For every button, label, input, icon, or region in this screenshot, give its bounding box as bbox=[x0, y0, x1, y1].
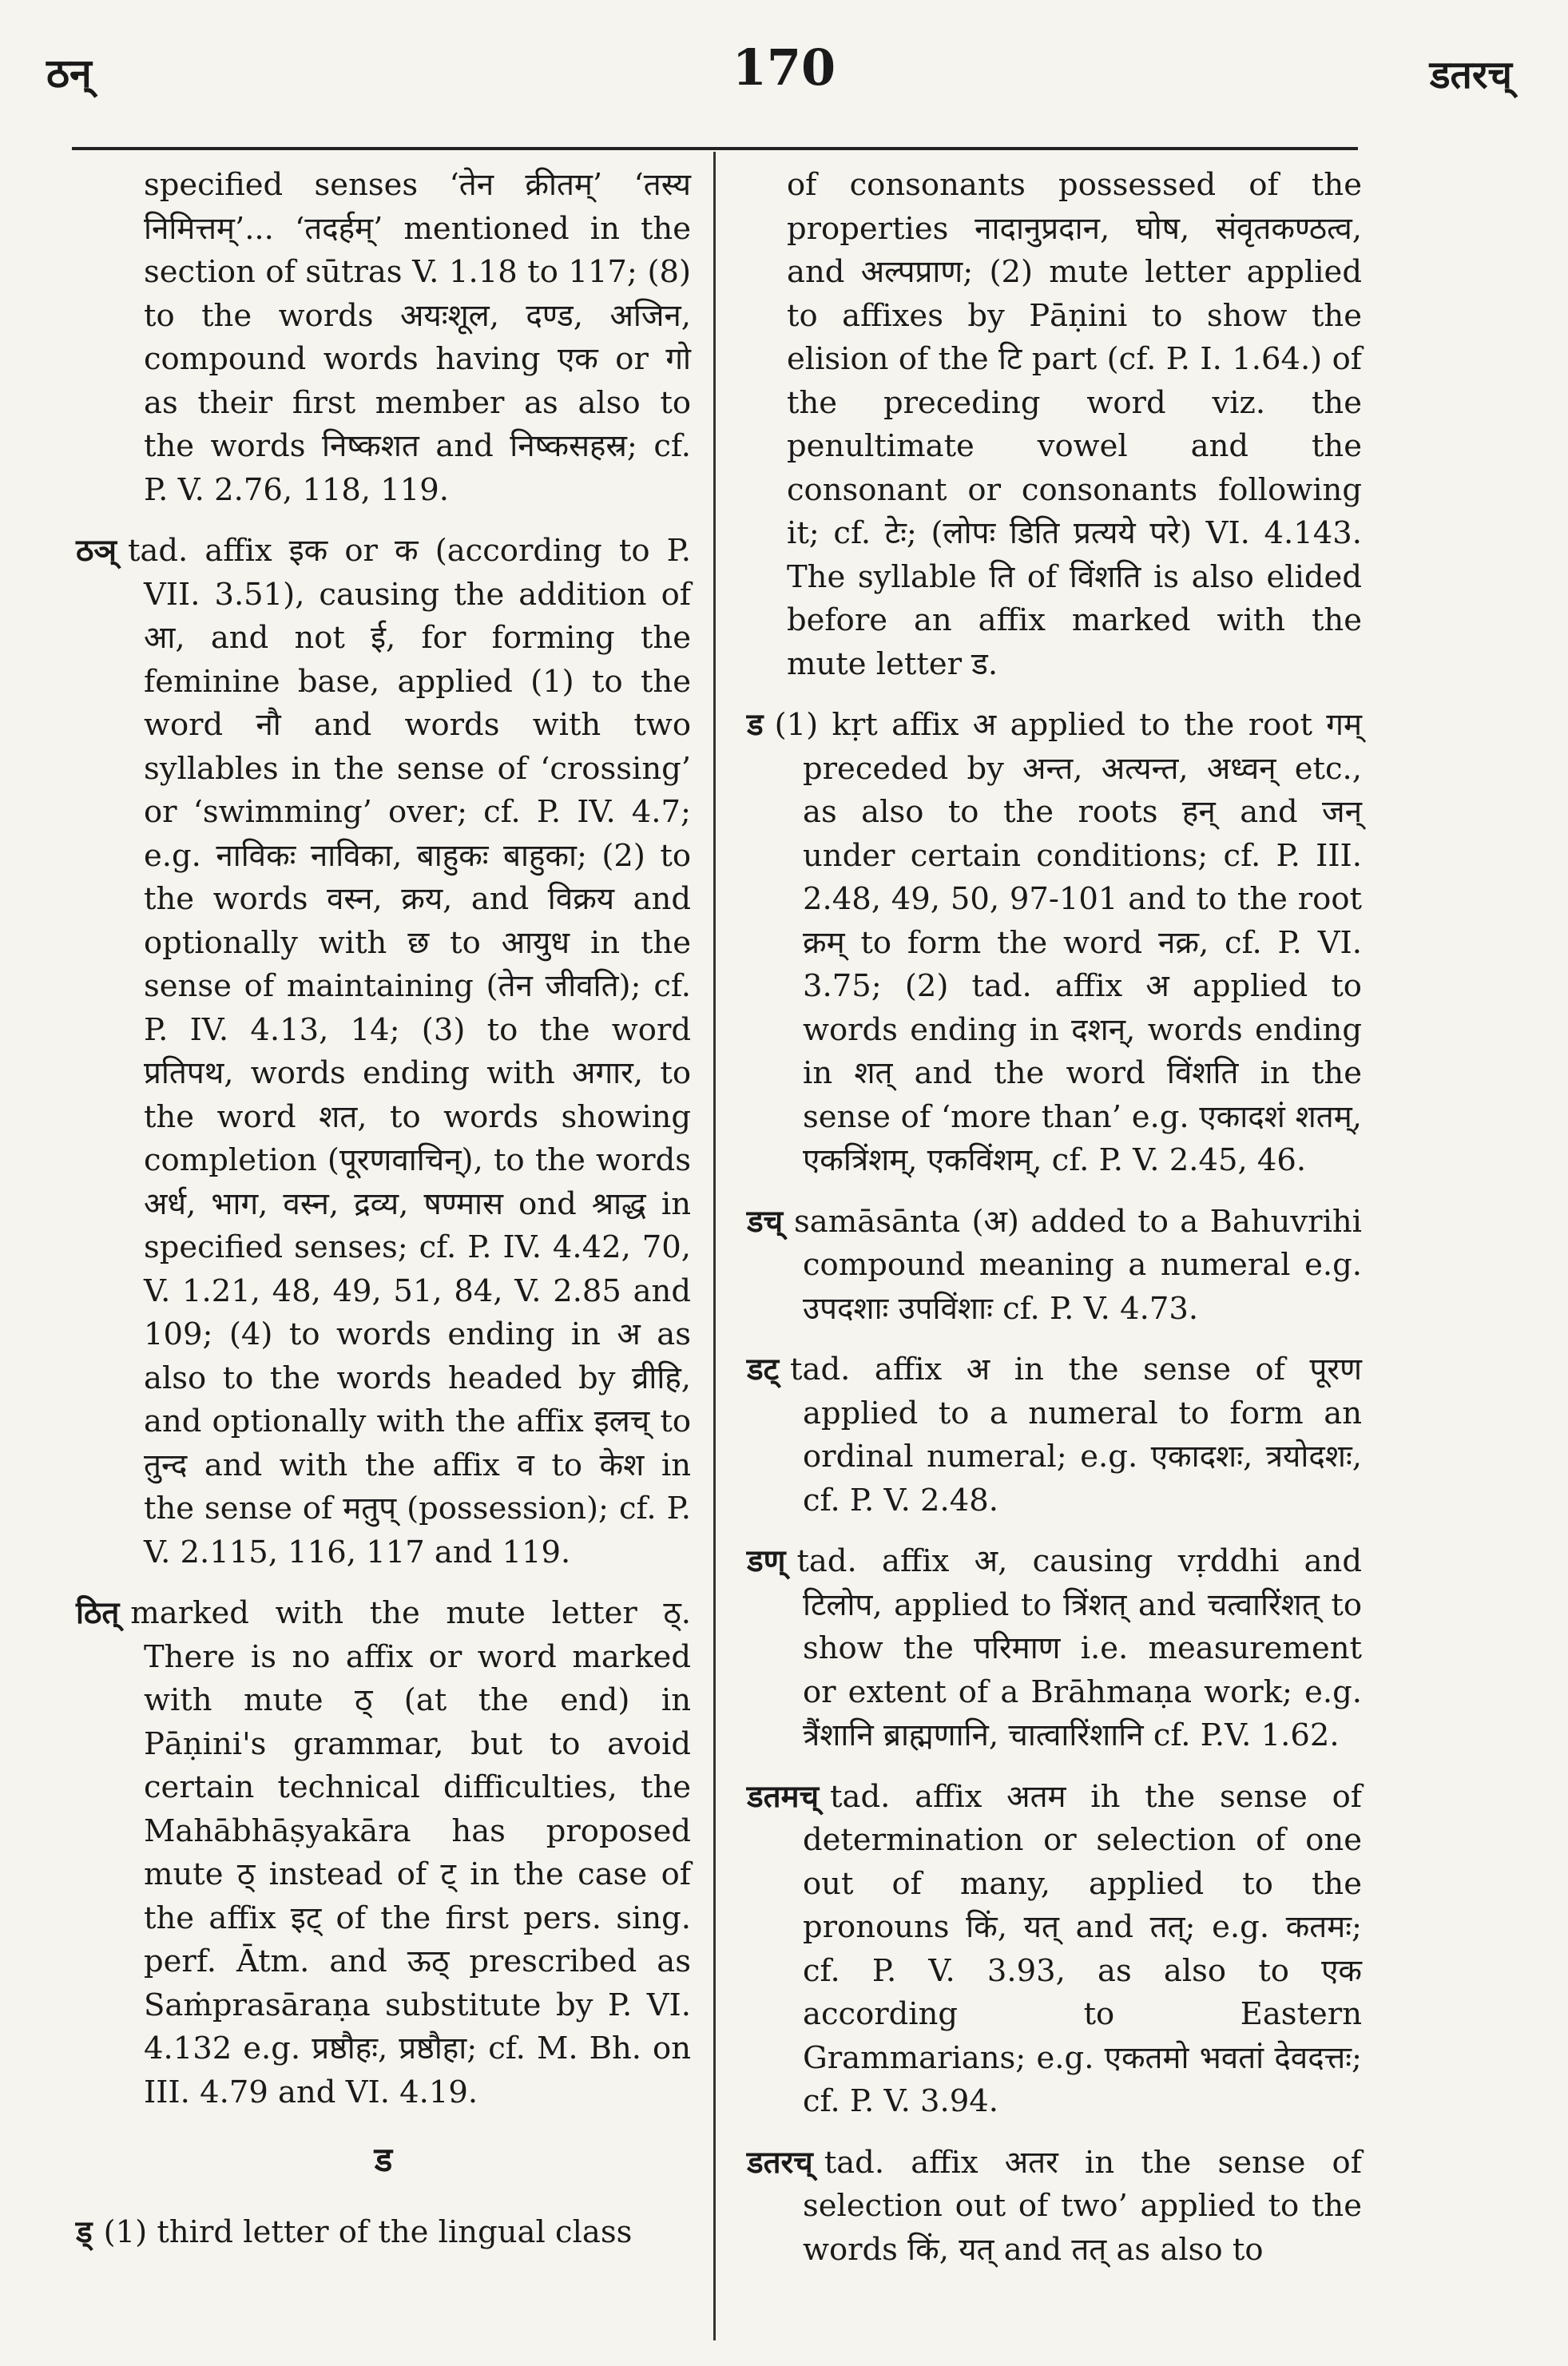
entry-text: marked with the mute letter ठ्. There is no affix or word marked with mute ठ् (at the end) in Pāṇini's grammar, but to avoid certain technical difficulties, the Mahābhāṣyakāra has proposed mute ठ् instead of ट् in the case of the affix इट् of the first pers. sing. perf. Ātm. and ऊठ् prescribed as Saṁprasāraṇa substitute by P. VI. 4.132 e.g. प्रष्ठौहः, प्रष्ठौहा; cf. M. Bh. on III. 4.79 and VI. 4.19. bbox=[130, 1595, 691, 2110]
right-continuation: of consonants possessed of the properties नादानुप्रदान, घोष, संवृतकण्ठत्व, and अल्पप्राण; (2) mute letter applied to affixes by Pāṇini to show the elision of the टि part (cf. P. I. 1.64.) of the preceding word viz. the penultimate vowel and the consonant or consonants following it; cf. टेः; (लोपः डिति प्रत्यये परे) VI. 4.143. The syllable ति of विंशति is also elided before an affix marked with the mute letter ड. bbox=[787, 167, 1362, 682]
headword: डतमच् bbox=[747, 1778, 820, 1815]
headword: डतरच् bbox=[747, 2144, 813, 2181]
entry-dan bbox=[747, 1540, 1362, 1758]
entry-da-letter bbox=[76, 2211, 691, 2255]
headword: ड् bbox=[76, 2213, 93, 2250]
entry-datarach bbox=[747, 2142, 1362, 2273]
headword: ड bbox=[747, 707, 764, 743]
section-letter: ड bbox=[374, 2140, 393, 2179]
headword: डण् bbox=[747, 1543, 786, 1579]
entry-text: tad. affix अतम ih the sense of determination or selection of one out of many, applied to the pronouns किं, यत् and तत्; e.g. कतमः; cf. P. V. 3.93, as also to एक according to Eastern Grammarians; e.g. एकतमो भवतां देवदत्तः; cf. P. V. 3.94. bbox=[803, 1778, 1362, 2119]
page-header bbox=[0, 0, 1568, 152]
left-continuation: specified senses ‘तेन क्रीतम्’ ‘तस्य निमित्तम्’... ‘तदर्हम्’ mentioned in the section of sūtras V. 1.18 to 117; (8) to the words अयःशूल, दण्ड, अजिन, compound words having एक or गो as their first member as also to the words निष्कशत and निष्कसहस्र; cf. P. V. 2.76, 118, 119. bbox=[144, 167, 691, 508]
column-divider bbox=[713, 152, 716, 2340]
left-column bbox=[76, 164, 691, 2272]
entry-text: tad. affix अ in the sense of पूरण applied to a numeral to form an ordinal numeral; e.g. एकादशः, त्रयोदशः, cf. P. V. 2.48. bbox=[790, 1352, 1362, 1518]
entry-da bbox=[747, 704, 1362, 1183]
header-left-word: ठन् bbox=[46, 50, 92, 97]
entry-dat bbox=[747, 1348, 1362, 1522]
entry-text: tad. affix इक or क (according to P. VII. 3.51), causing the addition of आ, and not ई, for forming the feminine base, applied (1) to the word नौ and words with two syllables in the sense of ‘crossing’ or ‘swimming’ over; cf. P. IV. 4.7; e.g. नाविकः नाविका, बाहुकः बाहुका; (2) to the words वस्न, क्रय, and विक्रय and optionally with छ to आयुध in the sense of maintaining (तेन जीवति); cf. P. IV. 4.13, 14; (3) to the word प्रतिपथ, words ending with अगार, to the word शत, to words showing completion (पूरणवाचिन्), to the words अर्ध, भाग, वस्न, द्रव्य, षण्मास ond श्राद्ध in specified senses; cf. P. IV. 4.42, 70, V. 1.21, 48, 49, 51, 84, V. 2.85 and 109; (4) to words ending in अ as also to the words headed by व्रीहि, and optionally with the affix इलच् to तुन्द and with the affix व to केश in the sense of मतुप् (possession); cf. P. V. 2.115, 116, 117 and 119. bbox=[127, 533, 691, 1570]
entry-text: (1) third letter of the lingual class bbox=[103, 2213, 633, 2250]
entry-text: tad. affix अतर in the sense of selection out of two’ applied to the words किं, यत् and तत् as also to bbox=[803, 2144, 1362, 2268]
entry-datamach bbox=[747, 1776, 1362, 2124]
entry-text: samāsānta (अ) added to a Bahuvrihi compound meaning a numeral e.g. उपदशाः उपविंशाः cf. P. V. 4.73. bbox=[794, 1203, 1362, 1327]
headword: डच् bbox=[747, 1203, 784, 1240]
entry-thit bbox=[76, 1592, 691, 2114]
header-right-word: डतरच् bbox=[1429, 53, 1512, 97]
entry-thanj bbox=[76, 530, 691, 1574]
entry-text: tad. affix अ, causing vṛddhi and टिलोप, applied to त्रिंशत् and चत्वारिंशत् to show the परिमाण i.e. measurement or extent of a Brāhmaṇa work; e.g. त्रैंशानि ब्राह्मणानि, चात्वारिंशानि cf. P.V. 1.62. bbox=[796, 1543, 1362, 1753]
header-rule bbox=[72, 147, 1358, 150]
entry-dach bbox=[747, 1201, 1362, 1332]
right-column bbox=[747, 164, 1362, 2289]
headword: ठित् bbox=[76, 1595, 120, 1631]
page-number: 170 bbox=[732, 38, 836, 97]
entry-text: (1) kṛt affix अ applied to the root गम् preceded by अन्त, अत्यन्त, अध्वन् etc., as also to the roots हन् and जन् under certain conditions; cf. P. III. 2.48, 49, 50, 97-101 and to the root क्रम् to form the word नक्र, cf. P. VI. 3.75; (2) tad. affix अ applied to words ending in दशन्, words ending in शत् and the word विंशति in the sense of ‘more than’ e.g. एकादशं शतम्, एकत्रिंशम्, एकविंशम्, cf. P. V. 2.45, 46. bbox=[774, 707, 1362, 1178]
headword: डट् bbox=[747, 1352, 780, 1387]
headword: ठञ् bbox=[76, 533, 117, 569]
